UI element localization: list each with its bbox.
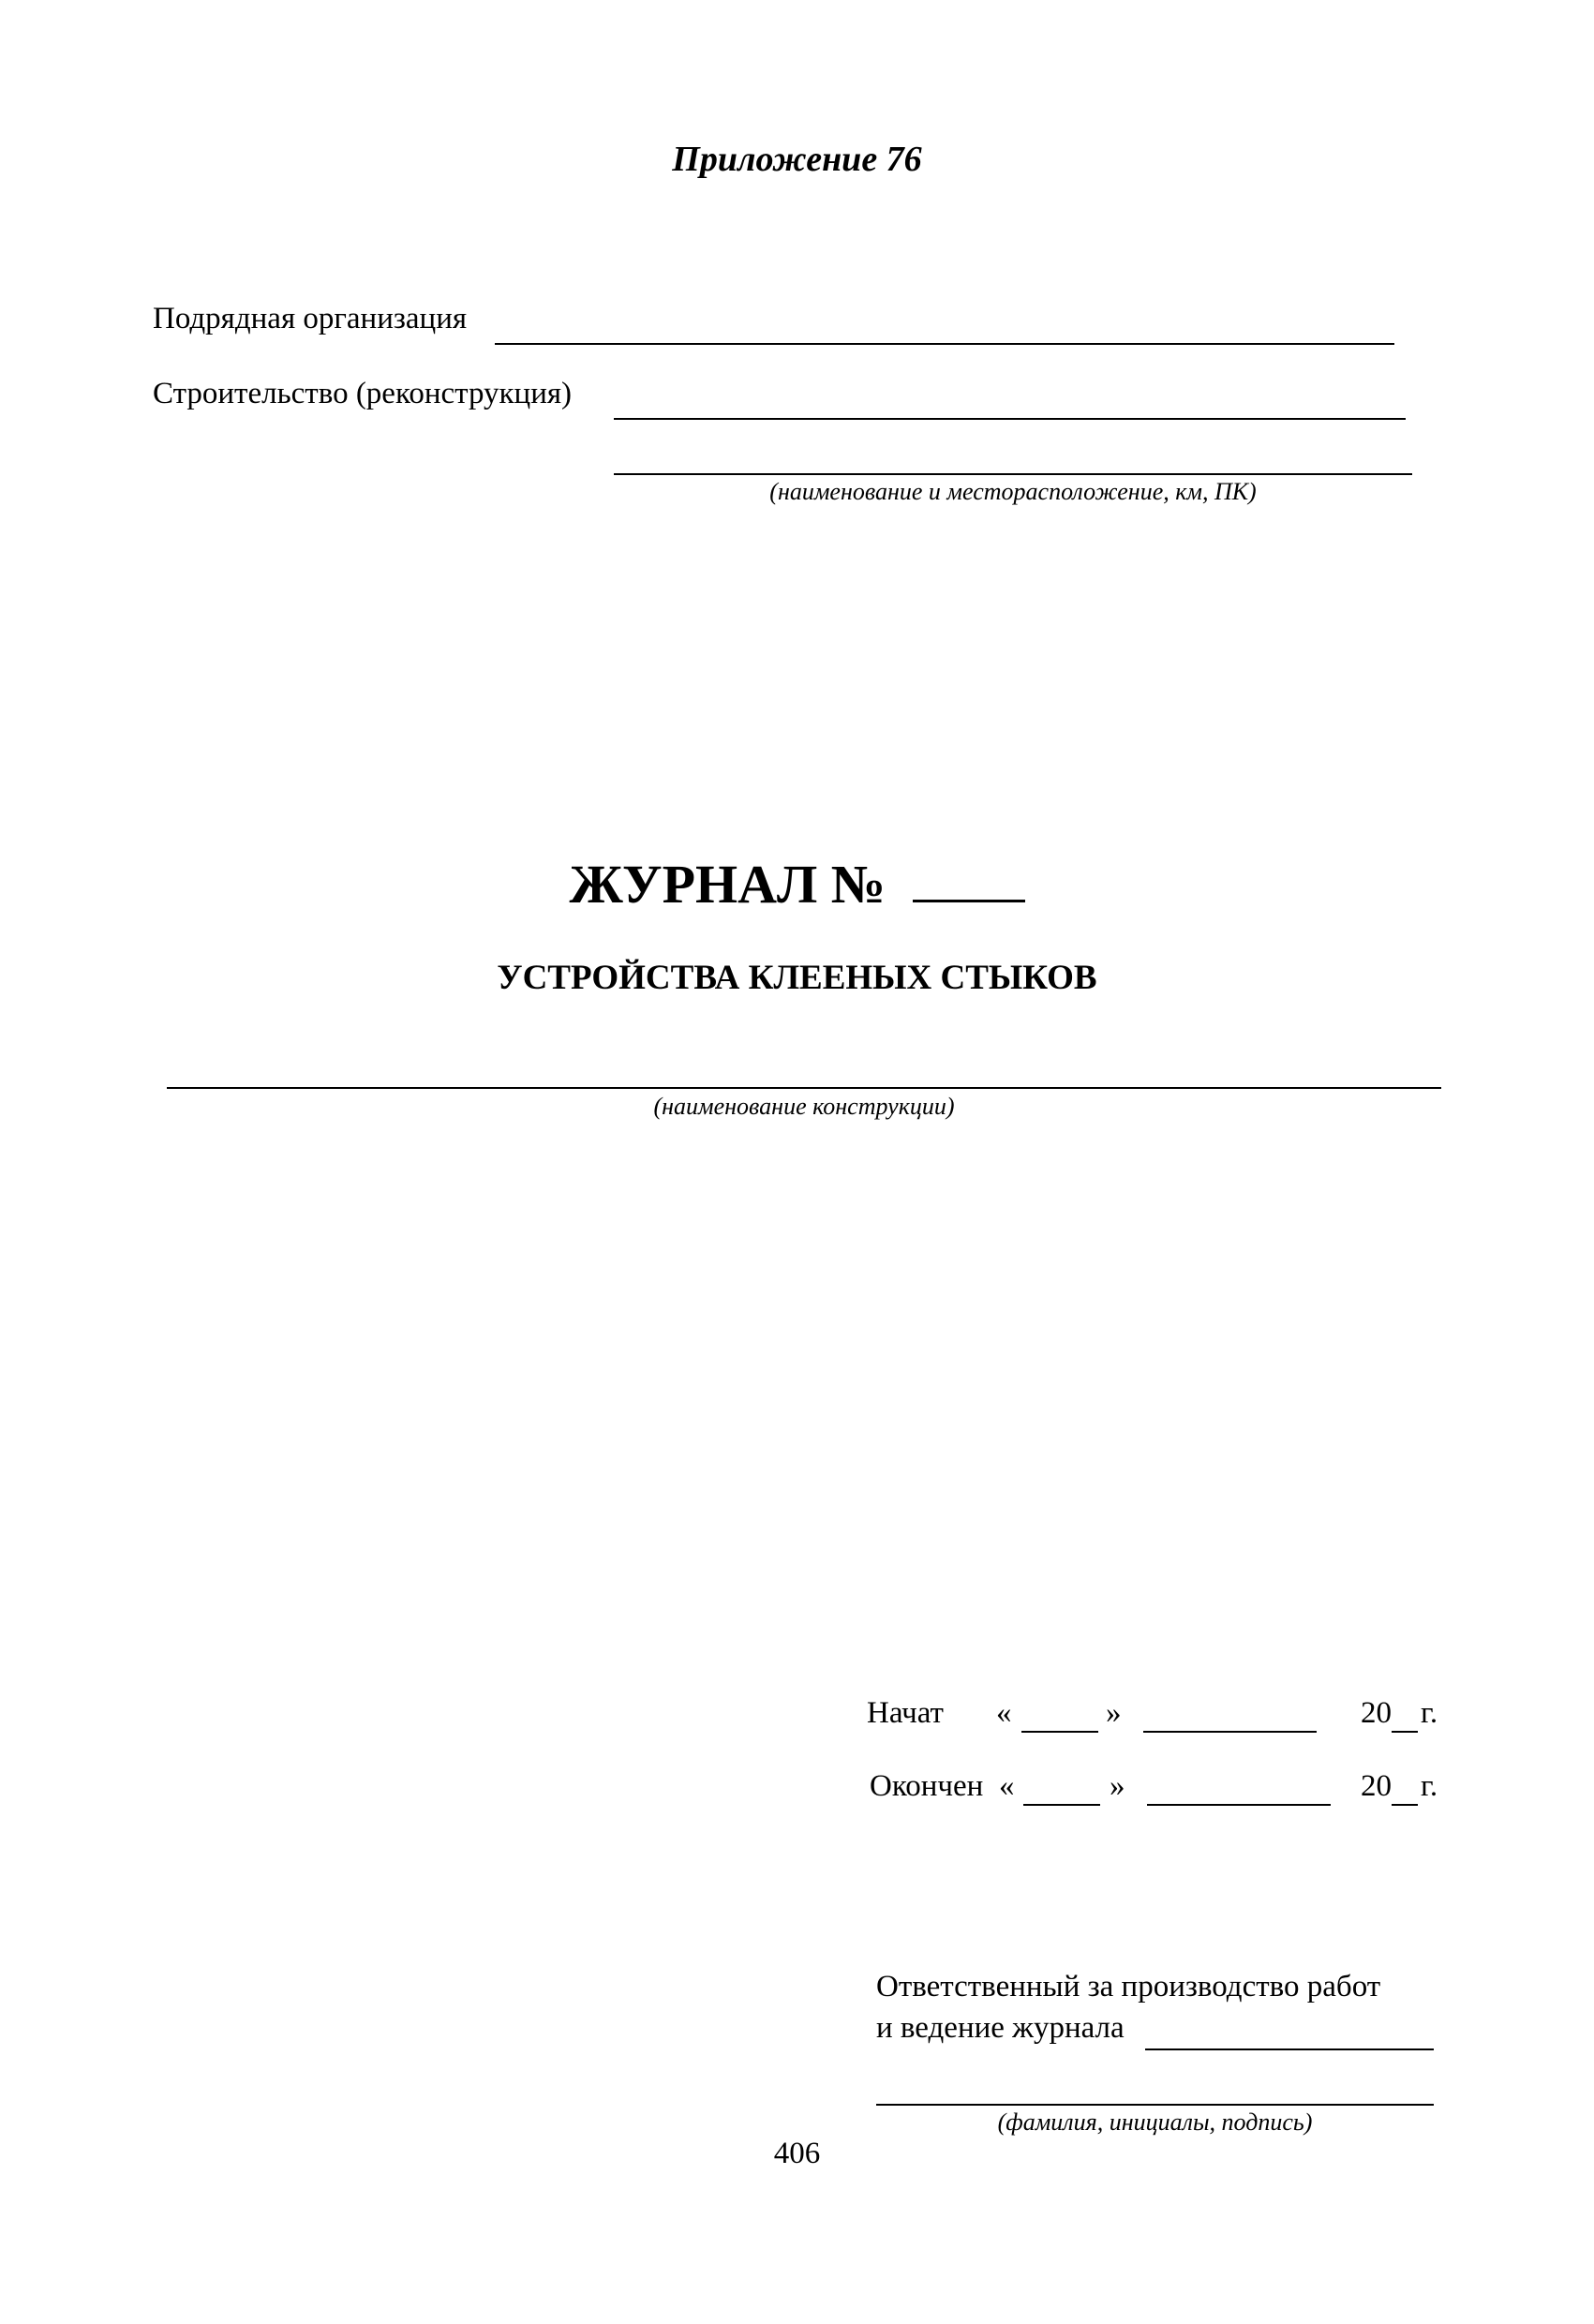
contractor-label: Подрядная организация [153, 302, 468, 335]
finished-day-field[interactable] [1023, 1804, 1100, 1806]
responsible-signature-field[interactable] [1145, 2048, 1434, 2050]
construction-field-line-2[interactable] [614, 473, 1412, 475]
started-year-field[interactable] [1392, 1731, 1418, 1733]
journal-title-text: ЖУРНАЛ № [569, 854, 886, 915]
started-month-field[interactable] [1143, 1731, 1317, 1733]
started-date-row [867, 1696, 944, 1731]
responsible-caption: (фамилия, инициалы, подпись) [997, 2108, 1313, 2136]
structure-caption: (наименование конструкции) [653, 1093, 955, 1120]
structure-name-line[interactable] [167, 1087, 1441, 1089]
contractor-field-line[interactable] [495, 343, 1394, 345]
journal-number-field[interactable] [913, 853, 1025, 902]
started-year-prefix: 20 [1361, 1696, 1392, 1730]
finished-year-field[interactable] [1392, 1804, 1418, 1806]
started-year-suffix: г. [1421, 1696, 1438, 1730]
finished-open-quote: « [999, 1769, 1015, 1803]
responsible-name-line[interactable] [876, 2104, 1434, 2106]
finished-label: Окончен [870, 1769, 984, 1803]
started-open-quote: « [996, 1696, 1012, 1730]
responsible-line2: и ведение журнала [876, 2011, 1125, 2045]
journal-subtitle: УСТРОЙСТВА КЛЕЕНЫХ СТЫКОВ [497, 959, 1097, 997]
page-number: 406 [773, 2137, 821, 2170]
finished-year-suffix: г. [1421, 1769, 1438, 1803]
construction-field-line[interactable] [614, 418, 1406, 420]
journal-title [0, 853, 1594, 916]
started-day-field[interactable] [1021, 1731, 1098, 1733]
started-close-quote: » [1106, 1696, 1122, 1730]
started-label: Начат [867, 1696, 944, 1730]
responsible-line1: Ответственный за производство работ [876, 1970, 1381, 2004]
finished-month-field[interactable] [1147, 1804, 1331, 1806]
appendix-title: Приложение 76 [672, 140, 922, 179]
construction-label: Строительство (реконструкция) [153, 377, 573, 410]
finished-year-prefix: 20 [1361, 1769, 1392, 1803]
construction-caption: (наименование и месторасположение, км, ПК) [769, 478, 1257, 505]
finished-close-quote: » [1110, 1769, 1125, 1803]
